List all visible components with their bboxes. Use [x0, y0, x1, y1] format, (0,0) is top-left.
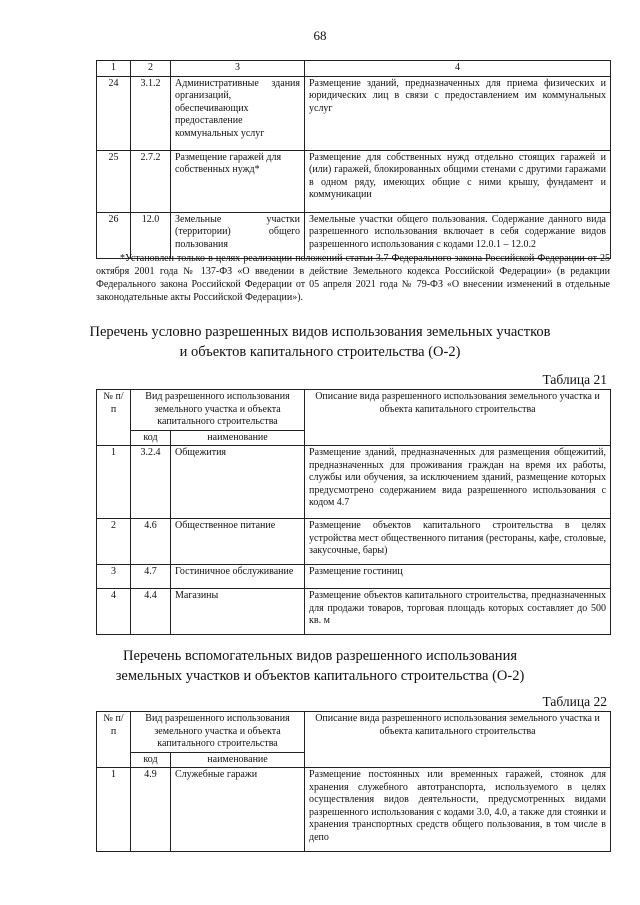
- table-caption-22: Таблица 22: [542, 694, 607, 709]
- header-code: код: [131, 430, 171, 446]
- row-description: Размещение для собственных нужд отдельно стоящих гаражей и (или) гаражей, блокированных общими стенами с другими гаражами в одном ряду, имеющих общие с ними крышу, фундамент и коммуникации: [305, 150, 611, 212]
- row-code: 3.1.2: [131, 76, 171, 150]
- row-num: 24: [97, 76, 131, 150]
- row-num: 1: [97, 768, 131, 852]
- table-row: [97, 150, 611, 212]
- page-number: 68: [313, 28, 327, 43]
- row-num: 26: [97, 212, 131, 258]
- row-name: Общежития: [171, 446, 305, 519]
- header-num: № п/п: [97, 390, 131, 446]
- row-description: Земельные участки общего пользования. Содержание данного вида разрешенного использования включает в себя содержание видов разрешенного использования с кодами 12.0.1 – 12.0.2: [305, 212, 611, 258]
- header-description: Описание вида разрешенного использования земельного участка и объекта капитального строительства: [305, 390, 611, 446]
- table-22: [96, 711, 611, 852]
- row-name: Административные здания организаций, обеспечивающих предоставление коммунальных услуг: [171, 76, 305, 150]
- heading-line: Перечень вспомогательных видов разрешенного использования: [123, 648, 517, 664]
- row-name: Магазины: [171, 589, 305, 635]
- table-continued: [96, 60, 611, 259]
- header-kind: Вид разрешенного использования земельного участка и объекта капитального строительства: [131, 390, 305, 431]
- table-header-row: [97, 390, 611, 431]
- header-code: код: [131, 752, 171, 768]
- heading-line: Перечень условно разрешенных видов использования земельных участков: [89, 324, 551, 340]
- table-row: [97, 519, 611, 565]
- header-kind: Вид разрешенного использования земельного участка и объекта капитального строительства: [131, 712, 305, 753]
- row-description: Размещение объектов капитального строительства, предназначенных для продажи товаров, торговая площадь которых составляет до 500 кв. м: [305, 589, 611, 635]
- row-code: 4.7: [131, 565, 171, 589]
- header-num: № п/п: [97, 712, 131, 768]
- row-name: Гостиничное обслуживание: [171, 565, 305, 589]
- table-row: [97, 446, 611, 519]
- table-header-row: [97, 712, 611, 753]
- heading-line: и объектов капитального строительства (О-2): [179, 344, 461, 361]
- row-name: Общественное питание: [171, 519, 305, 565]
- section-heading-auxiliary: [0, 646, 640, 687]
- table-row: [97, 768, 611, 852]
- table-21: [96, 389, 611, 635]
- row-description: Размещение объектов капитального строительства в целях устройства мест общественного питания (рестораны, кафе, столовые, закусочные, бары): [305, 519, 611, 565]
- row-code: 3.2.4: [131, 446, 171, 519]
- header-name: наименование: [171, 752, 305, 768]
- table-header-row: [97, 61, 611, 77]
- table-row: [97, 565, 611, 589]
- footnote: *Установлен только в целях реализации положений статьи 3.7 Федерального закона Российской Федерации от 25 октября 2001 года № 137-ФЗ «О введении в действие Земельного кодекса Российской Федерации» (в редакции Федерального закона Российской Федерации от 05 апреля 2021 года № 79-ФЗ «О внесении изменений в отдельные законодательные акты Российской Федерации»).: [96, 253, 610, 303]
- column-number-2: 2: [131, 61, 171, 77]
- column-number-3: 3: [171, 61, 305, 77]
- header-name: наименование: [171, 430, 305, 446]
- heading-line: земельных участков и объектов капитального строительства (О-2): [115, 668, 525, 685]
- row-description: Размещение зданий, предназначенных для приема физических и юридических лиц в связи с предоставлением им коммунальных услуг: [305, 76, 611, 150]
- column-number-1: 1: [97, 61, 131, 77]
- header-description: Описание вида разрешенного использования земельного участка и объекта капитального строительства: [305, 712, 611, 768]
- row-description: Размещение постоянных или временных гаражей, стоянок для хранения служебного автотранспорта, используемого в целях осуществления видов деятельности, предусмотренных видами разрешенного использования с кодами 3.0, 4.0, а также для стоянки и хранения транспортных средств общего пользования, в том числе в депо: [305, 768, 611, 852]
- row-num: 2: [97, 519, 131, 565]
- table-caption-21: Таблица 21: [542, 372, 607, 387]
- row-num: 1: [97, 446, 131, 519]
- row-num: 3: [97, 565, 131, 589]
- row-code: 4.6: [131, 519, 171, 565]
- row-code: 2.7.2: [131, 150, 171, 212]
- row-num: 4: [97, 589, 131, 635]
- row-description: Размещение зданий, предназначенных для размещения общежитий, предназначенных для проживания граждан на время их работы, службы или обучения, за исключением зданий, размещение которых предусмотрено содержанием вида разрешенного использования с кодом 4.7: [305, 446, 611, 519]
- row-code: 4.9: [131, 768, 171, 852]
- row-description: Размещение гостиниц: [305, 565, 611, 589]
- row-code: 12.0: [131, 212, 171, 258]
- row-code: 4.4: [131, 589, 171, 635]
- row-num: 25: [97, 150, 131, 212]
- row-name: Размещение гаражей для собственных нужд*: [171, 150, 305, 212]
- row-name: Земельные участки (территории) общего пользования: [171, 212, 305, 258]
- table-row: [97, 589, 611, 635]
- column-number-4: 4: [305, 61, 611, 77]
- table-row: [97, 76, 611, 150]
- section-heading-conditional: [0, 322, 640, 363]
- row-name: Служебные гаражи: [171, 768, 305, 852]
